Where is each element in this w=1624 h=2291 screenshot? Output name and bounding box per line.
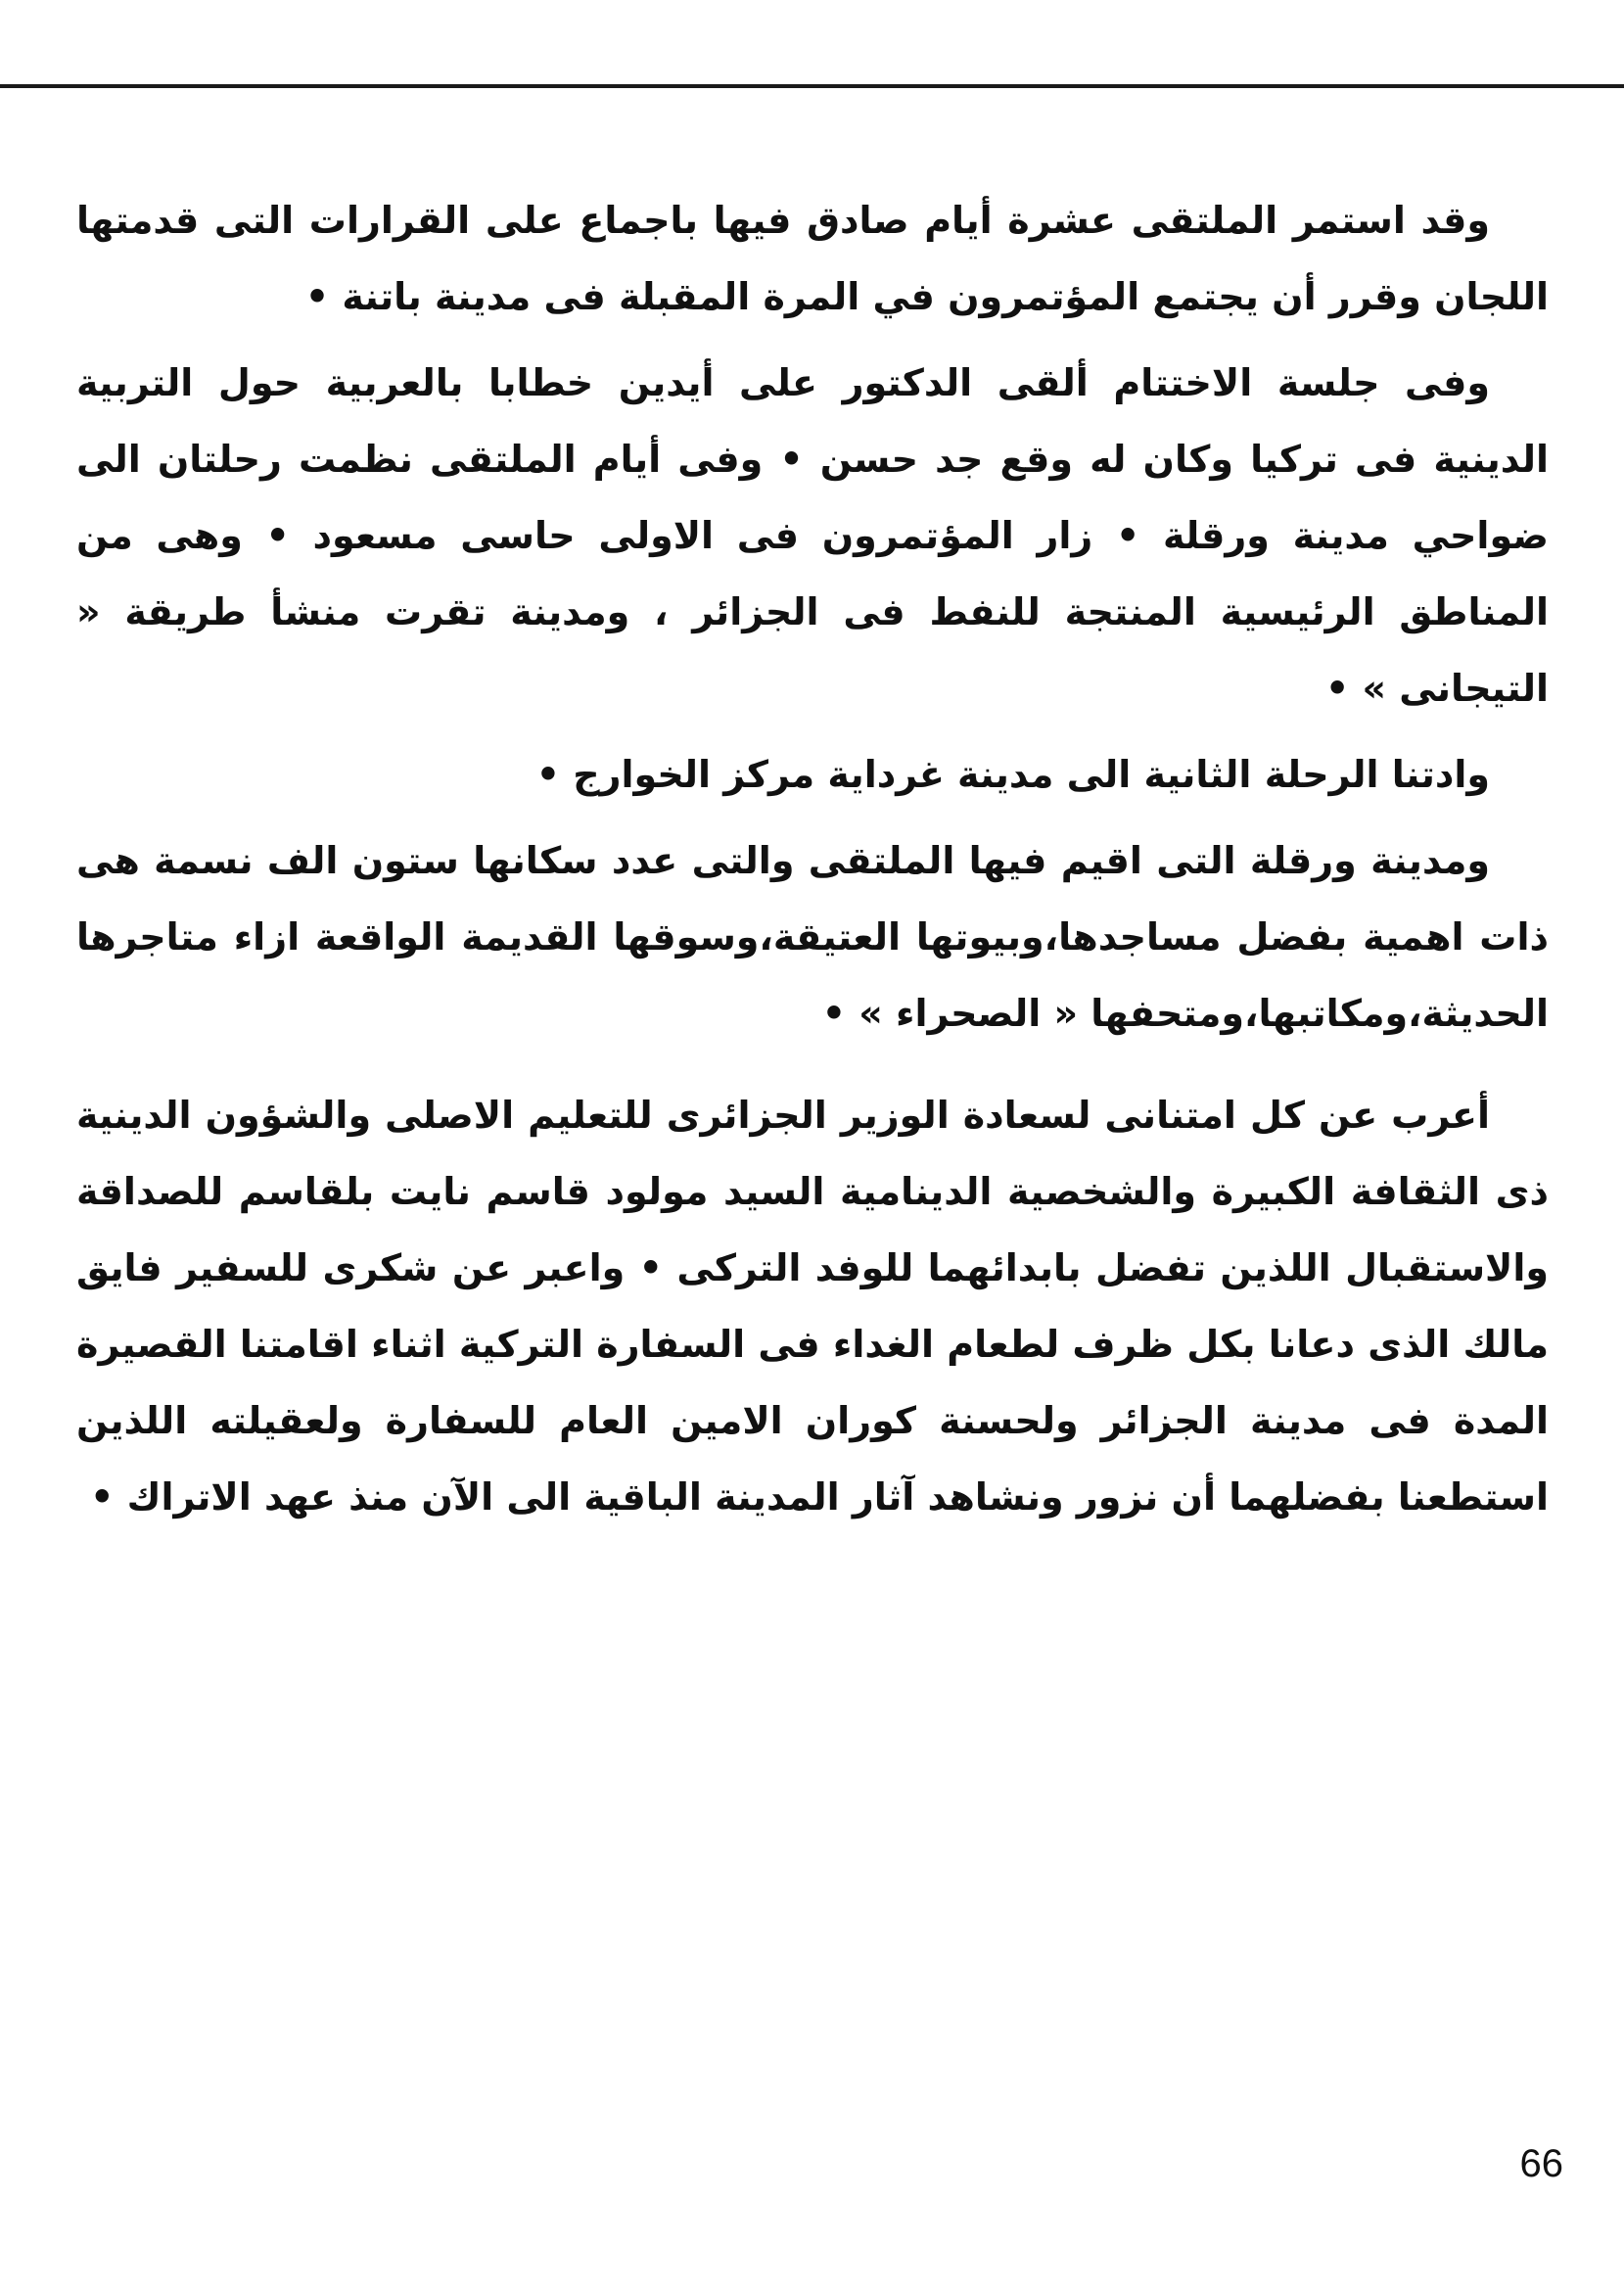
page-number: 66 xyxy=(1519,2142,1563,2185)
page-body xyxy=(76,182,1549,1535)
paragraph-2: وفى جلسة الاختتام ألقى الدكتور على أيدين خطابا بالعربية حول التربية الدينية فى تركيا وكان له وقع جد حسن • وفى أيام الملتقى نظمت رحلتان الى ضواحي مدينة ورقلة • زار المؤتمرون فى الاولى حاسى مسعود • وهى من المناطق الرئيسية المنتجة للنفط فى الجزائر ، ومدينة تقرت منشأ طريقة « التيجانى » • xyxy=(76,361,1549,710)
top-rule xyxy=(0,84,1624,88)
paragraph-3: وادتنا الرحلة الثانية الى مدينة غرداية مركز الخوارج • xyxy=(535,753,1490,796)
paragraph-4: ومدينة ورقلة التى اقيم فيها الملتقى والتى عدد سكانها ستون الف نسمة هى ذات اهمية بفضل مساجدها،وبيوتها العتيقة،وسوقها القديمة الواقعة ازاء متاجرها الحديثة،ومكاتبها،ومتحفها « الصحراء » • xyxy=(76,839,1549,1035)
paragraph-5: أعرب عن كل امتنانى لسعادة الوزير الجزائرى للتعليم الاصلى والشؤون الدينية ذى الثقافة الكبيرة والشخصية الدينامية السيد مولود قاسم نايت بلقاسم للصداقة والاستقبال اللذين تفضل بابدائهما للوفد التركى • واعبر عن شكرى للسفير فايق مالك الذى دعانا بكل ظرف لطعام الغداء فى السفارة التركية اثناء اقامتنا القصيرة المدة فى مدينة الجزائر ولحسنة كوران الامين العام للسفارة ولعقيلته اللذين استطعنا بفضلهما أن نزور ونشاهد آثار المدينة الباقية الى الآن منذ عهد الاتراك • xyxy=(76,1094,1549,1519)
paragraph-1: وقد استمر الملتقى عشرة أيام صادق فيها باجماع على القرارات التى قدمتها اللجان وقرر أن يجتمع المؤتمرون في المرة المقبلة فى مدينة باتنة • xyxy=(76,199,1549,318)
